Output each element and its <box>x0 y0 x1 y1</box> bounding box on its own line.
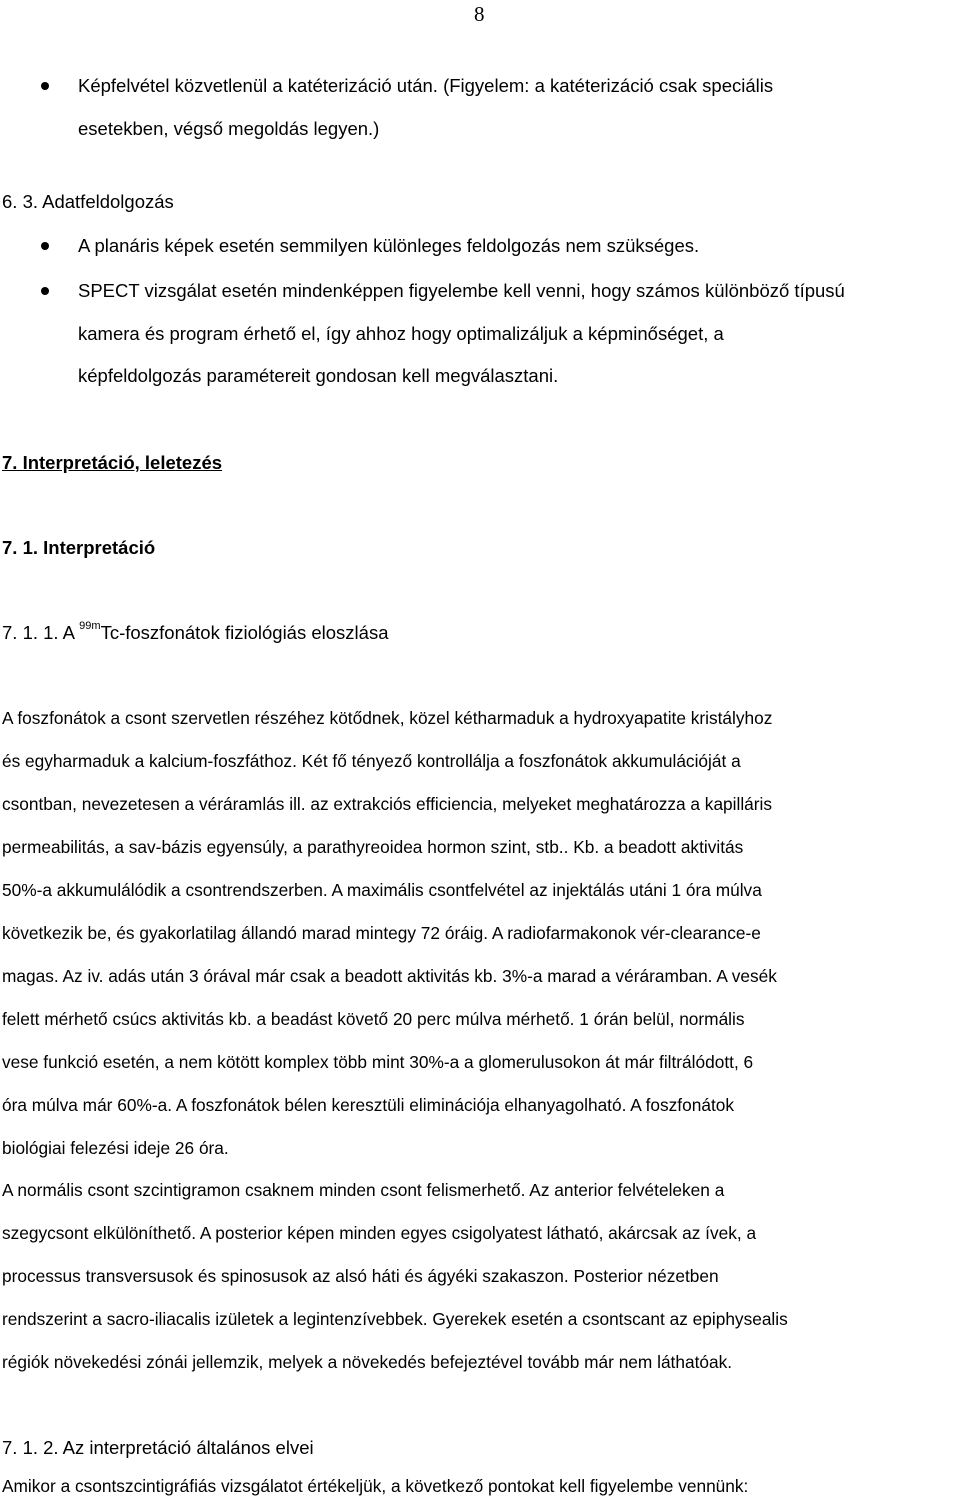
paragraph-line: és egyharmaduk a kalcium-foszfáthoz. Két fő tényező kontrollálja a foszfonátok akkumulációját a <box>2 751 741 771</box>
paragraph-line: régiók növekedési zónái jellemzik, melyek a növekedés befejeztével tovább már nem láthatóak. <box>2 1352 733 1372</box>
section-heading-7-1: 7. 1. Interpretáció <box>2 537 156 558</box>
paragraph-line: vese funkció esetén, a nem kötött komplex több mint 30%-a a glomerulusokon át már filtrálódott, 6 <box>2 1052 754 1072</box>
isotope-superscript: 99m <box>79 620 101 632</box>
paragraph-physiology <box>2 697 958 1170</box>
bullet-icon <box>41 242 49 250</box>
bullet-line: esetekben, végső megoldás legyen.) <box>78 117 380 139</box>
heading-suffix: Tc-foszfonátok fiziológiás eloszlása <box>100 622 389 643</box>
bullet-line: A planáris képek esetén semmilyen különleges feldolgozás nem szükséges. <box>78 235 700 256</box>
bullet-line: Képfelvétel közvetlenül a katéterizáció után. (Figyelem: a katéterizáció csak speciális <box>78 75 774 96</box>
bullet-item-planar <box>78 225 948 268</box>
paragraph-line: 50%-a akkumulálódik a csontrendszerben. A maximális csontfelvétel az injektálás utáni 1 óra múlva <box>2 880 762 900</box>
paragraph-line: A normális csont szcintigramon csaknem minden csont felismerhető. Az anterior felvételeken a <box>2 1180 725 1200</box>
paragraph-line: következik be, és gyakorlatilag állandó marad mintegy 72 óráig. A radiofarmakonok vér-clearance-e <box>2 923 761 943</box>
paragraph-line: A foszfonátok a csont szervetlen részéhez kötődnek, közel kétharmaduk a hydroxyapatite kristályhoz <box>2 708 773 728</box>
paragraph-line: szegycsont elkülöníthető. A posterior képen minden egyes csigolyatest látható, akárcsak az ívek, a <box>2 1223 757 1243</box>
paragraph-normal-scintigram <box>2 1169 958 1384</box>
bullet-icon <box>41 82 49 90</box>
section-heading-7: 7. Interpretáció, leletezés <box>2 452 223 473</box>
bullet-item-imaging <box>78 65 948 150</box>
bullet-item-spect <box>78 270 948 398</box>
paragraph-line: felett mérhető csúcs aktivitás kb. a beadást követő 20 perc múlva mérhető. 1 órán belül, normális <box>2 1009 745 1029</box>
page-number: 8 <box>474 2 485 26</box>
bullet-line: SPECT vizsgálat esetén mindenképpen figyelembe kell venni, hogy számos különböző típusú <box>78 280 845 301</box>
bullet-icon <box>41 287 49 295</box>
paragraph-general-principles <box>2 1465 958 1508</box>
paragraph-line: csontban, nevezetesen a véráramlás ill. az extrakciós efficiencia, melyeket meghatározza a kapilláris <box>2 794 773 814</box>
bullet-line: képfeldolgozás paramétereit gondosan kell megválasztani. <box>78 365 559 386</box>
paragraph-line: magas. Az iv. adás után 3 órával már csak a beadott aktivitás kb. 3%-a marad a véráramban. A vesék <box>2 966 777 986</box>
heading-prefix: 7. 1. 1. A <box>2 622 80 643</box>
paragraph-line: biológiai felezési ideje 26 óra. <box>2 1138 229 1158</box>
section-heading-7-1-1 <box>2 621 388 648</box>
paragraph-line: Amikor a csontszcintigráfiás vizsgálatot értékeljük, a következő pontokat kell figyelembe vennünk: <box>2 1476 749 1496</box>
section-heading-6-3: 6. 3. Adatfeldolgozás <box>2 191 174 212</box>
paragraph-line: óra múlva már 60%-a. A foszfonátok bélen keresztüli eliminációja elhanyagolható. A foszfonátok <box>2 1095 734 1115</box>
paragraph-line: rendszerint a sacro-iliacalis izületek a legintenzívebbek. Gyerekek esetén a csontscant az epiphysealis <box>2 1309 788 1329</box>
paragraph-line: permeabilitás, a sav-bázis egyensúly, a parathyreoidea hormon szint, stb.. Kb. a beadott aktivitás <box>2 837 744 857</box>
paragraph-line: processus transversusok és spinosusok az alsó háti és ágyéki szakaszon. Posterior nézetben <box>2 1266 719 1286</box>
bullet-line: kamera és program érhető el, így ahhoz hogy optimalizáljuk a képminőséget, a <box>78 322 724 344</box>
section-heading-7-1-2: 7. 1. 2. Az interpretáció általános elvei <box>2 1437 314 1458</box>
